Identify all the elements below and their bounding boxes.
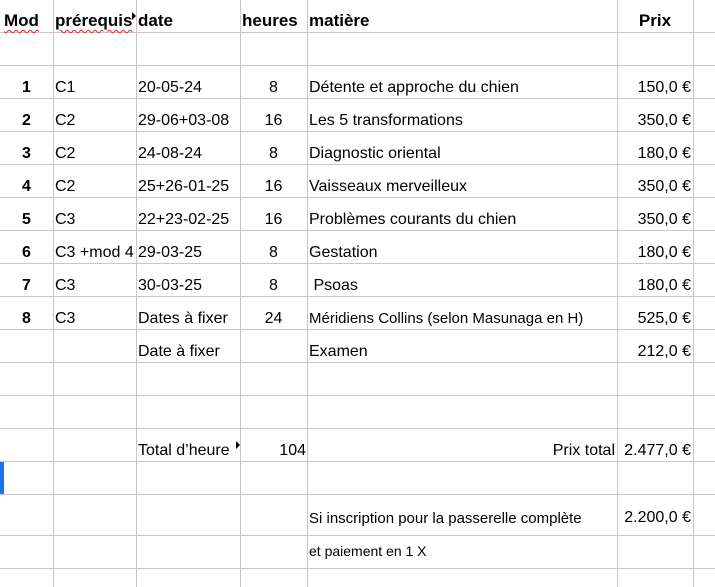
cell-prix[interactable]: 212,0 € [637, 343, 691, 360]
column-divider [136, 0, 137, 587]
cell-matiere[interactable]: Détente et approche du chien [309, 79, 519, 96]
cell-mod[interactable]: 1 [22, 79, 31, 96]
cell-matiere[interactable]: Vaisseaux merveilleux [309, 178, 467, 195]
cell-matiere[interactable]: Diagnostic oriental [309, 145, 441, 162]
cell-prerequis[interactable]: C3 [55, 277, 76, 294]
cell-matiere[interactable]: Les 5 transformations [309, 112, 463, 129]
cell-mod[interactable]: 4 [22, 178, 31, 195]
cell-date[interactable]: 22+23-02-25 [138, 211, 230, 228]
note-line-2[interactable]: et paiement en 1 X [309, 543, 427, 559]
prix-total-label[interactable]: Prix total [552, 442, 615, 459]
cell-heures[interactable]: 8 [269, 277, 278, 294]
cell-date[interactable]: 29-03-25 [138, 244, 203, 261]
cell-mod[interactable] [0, 335, 53, 368]
header-mod-text: Mod [4, 11, 39, 30]
cell-mod[interactable]: 5 [22, 211, 31, 228]
prix-total-value[interactable]: 2.477,0 € [624, 442, 691, 459]
cell-mod[interactable]: 6 [22, 244, 31, 261]
cell-matiere[interactable]: Psoas [309, 277, 358, 294]
column-divider [307, 0, 308, 587]
cell-date[interactable]: 24-08-24 [138, 145, 203, 162]
cell-heures[interactable]: 8 [269, 145, 278, 162]
cell-heures[interactable]: 24 [264, 310, 283, 327]
cell-heures[interactable]: 8 [269, 244, 278, 261]
cell-prix[interactable]: 350,0 € [637, 178, 691, 195]
header-heures[interactable]: heures [242, 11, 298, 30]
column-divider [53, 0, 54, 587]
selection-indicator [0, 462, 4, 494]
cell-prix[interactable]: 150,0 € [637, 79, 691, 96]
cell-heures[interactable] [240, 335, 307, 368]
row-divider [0, 395, 715, 396]
cell-heures[interactable]: 16 [264, 112, 283, 129]
row-divider [0, 568, 715, 569]
cell-date[interactable]: 20-05-24 [138, 79, 203, 96]
cell-date[interactable]: 30-03-25 [138, 277, 203, 294]
note-line-1[interactable]: Si inscription pour la passerelle complète [309, 510, 582, 527]
cell-prix[interactable]: 525,0 € [637, 310, 691, 327]
cell-prix[interactable]: 180,0 € [637, 244, 691, 261]
cell-date[interactable]: Dates à fixer [138, 310, 228, 327]
cell-prix[interactable]: 180,0 € [637, 277, 691, 294]
cell-matiere[interactable]: Méridiens Collins (selon Masunaga en H) [309, 310, 584, 327]
header-prerequis[interactable] [55, 4, 135, 37]
header-mod[interactable] [4, 4, 52, 37]
cell-matiere[interactable]: Examen [309, 343, 368, 360]
cell-date[interactable]: 25+26-01-25 [138, 178, 230, 195]
cell-prix[interactable]: 180,0 € [637, 145, 691, 162]
cell-date[interactable]: Date à fixer [138, 343, 220, 360]
column-divider [693, 0, 694, 587]
cell-mod[interactable]: 7 [22, 277, 31, 294]
cell-prerequis[interactable]: C1 [55, 79, 76, 96]
cell-prerequis[interactable]: C2 [55, 178, 76, 195]
row-divider [0, 65, 715, 66]
cell-prerequis[interactable]: C3 [55, 310, 76, 327]
cell-prix[interactable]: 350,0 € [637, 211, 691, 228]
cell-mod[interactable]: 2 [22, 112, 31, 129]
header-date[interactable]: date [138, 11, 173, 30]
cell-heures[interactable]: 8 [269, 79, 278, 96]
note-prix[interactable]: 2.200,0 € [624, 509, 691, 526]
cell-heures[interactable]: 16 [264, 211, 283, 228]
row-divider [0, 494, 715, 495]
header-prix[interactable]: Prix [638, 11, 672, 30]
cell-prerequis[interactable]: C2 [55, 145, 76, 162]
row-divider [0, 428, 715, 429]
total-heures-label[interactable]: Total d’heure [138, 442, 230, 459]
cell-prerequis[interactable]: C3 +mod 4 [55, 244, 134, 261]
comment-marker-icon[interactable] [132, 12, 136, 20]
cell-matiere[interactable]: Problèmes courants du chien [309, 211, 517, 228]
cell-prerequis[interactable]: C3 [55, 211, 76, 228]
cell-prerequis[interactable]: C2 [55, 112, 76, 129]
cell-date[interactable]: 29-06+03-08 [138, 112, 230, 129]
header-prerequis-text: prérequis [55, 11, 133, 30]
header-matiere[interactable]: matière [309, 11, 370, 30]
cell-heures[interactable]: 16 [264, 178, 283, 195]
cell-mod[interactable]: 8 [22, 310, 31, 327]
total-heures-value[interactable]: 104 [279, 442, 306, 459]
cell-prix[interactable]: 350,0 € [637, 112, 691, 129]
cell-matiere[interactable]: Gestation [309, 244, 378, 261]
cell-mod[interactable]: 3 [22, 145, 31, 162]
